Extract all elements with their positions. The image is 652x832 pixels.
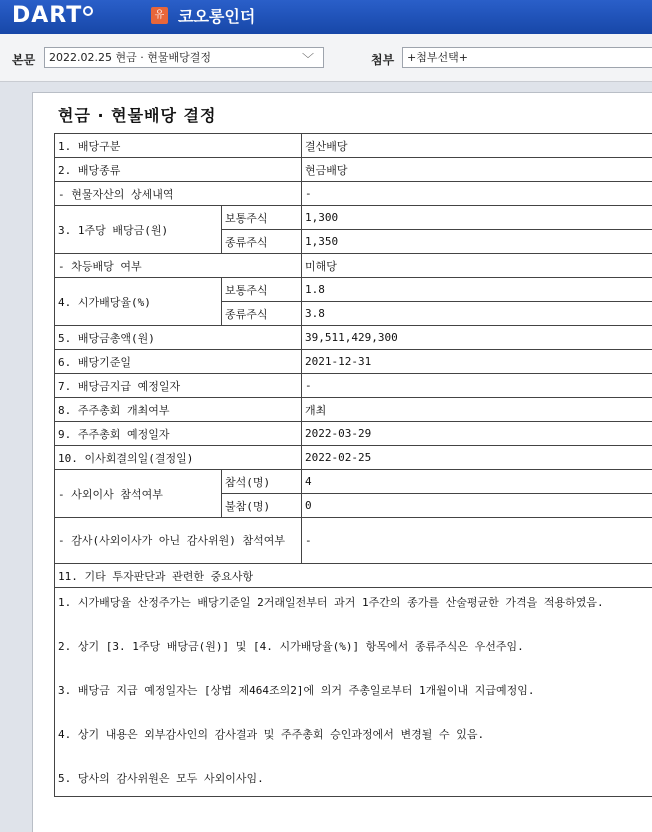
table-row — [55, 182, 652, 206]
row-value: 결산배당 — [302, 134, 652, 158]
table-row — [55, 254, 652, 278]
table-row — [55, 446, 652, 470]
note-item: 1. 시가배당율 산정주가는 배당기준일 2거래일전부터 과거 1주간의 종가를 산술평균한 가격을 적용하였음. — [58, 596, 604, 609]
row-value: 현금배당 — [302, 158, 652, 182]
row-label: - 감사(사외이사가 아닌 감사위원) 참석여부 — [55, 518, 302, 564]
row-value: 2022-02-25 — [302, 446, 652, 470]
attachment-select-value: +첨부선택+ — [407, 51, 468, 64]
row-value: 1,300 — [302, 206, 652, 230]
sub-label: 참석(명) — [222, 470, 302, 494]
row-label: 6. 배당기준일 — [55, 350, 302, 374]
row-label: 9. 주주총회 예정일자 — [55, 422, 302, 446]
attachment-select[interactable] — [402, 47, 652, 68]
table-row — [55, 398, 652, 422]
table-row — [55, 278, 652, 302]
row-value: 3.8 — [302, 302, 652, 326]
sub-label: 종류주식 — [222, 302, 302, 326]
row-value: 39,511,429,300 — [302, 326, 652, 350]
top-header — [0, 0, 652, 34]
row-label: 10. 이사회결의일(결정일) — [55, 446, 302, 470]
table-row — [55, 206, 652, 230]
row-label: - 현물자산의 상세내역 — [55, 182, 302, 206]
row-label: 5. 배당금총액(원) — [55, 326, 302, 350]
row-value: - — [302, 182, 652, 206]
table-row — [55, 564, 652, 588]
row-value: 4 — [302, 470, 652, 494]
sub-label: 보통주식 — [222, 278, 302, 302]
row-value: - — [302, 518, 652, 564]
main-doc-label: 본문 — [12, 53, 36, 67]
note-item: 5. 당사의 감사위원은 모두 사외이사임. — [58, 772, 264, 785]
main-doc-select[interactable] — [44, 47, 324, 68]
table-row — [55, 134, 652, 158]
row-value: 2021-12-31 — [302, 350, 652, 374]
document-selector-bar — [0, 34, 652, 82]
row-value: - — [302, 374, 652, 398]
sub-label: 종류주식 — [222, 230, 302, 254]
table-row — [55, 350, 652, 374]
row-label: 4. 시가배당율(%) — [55, 278, 222, 326]
table-row — [55, 326, 652, 350]
row-label: 7. 배당금지급 예정일자 — [55, 374, 302, 398]
row-label: 3. 1주당 배당금(원) — [55, 206, 222, 254]
note-item: 4. 상기 내용은 외부감사인의 감사결과 및 주주총회 승인과정에서 변경될 수 있음. — [58, 728, 485, 741]
row-value: 개최 — [302, 398, 652, 422]
section-heading: 11. 기타 투자판단과 관련한 중요사항 — [55, 564, 652, 588]
document-title: 현금 · 현물배당 결정 — [58, 106, 217, 125]
dart-logo[interactable]: DART — [12, 3, 93, 28]
chevron-down-icon: ﹀ — [301, 52, 314, 66]
row-label: - 사외이사 참석여부 — [55, 470, 222, 518]
logo-circle-icon — [83, 6, 93, 16]
note-item: 3. 배당금 지급 예정일자는 [상법 제464조의2]에 의거 주총일로부터 1개월이내 지급예정임. — [58, 684, 535, 697]
row-value: 미해당 — [302, 254, 652, 278]
row-label: 1. 배당구분 — [55, 134, 302, 158]
main-doc-select-value: 2022.02.25 현금 · 현물배당결정 — [49, 51, 211, 64]
table-row — [55, 588, 652, 797]
table-row — [55, 470, 652, 494]
row-label: 8. 주주총회 개최여부 — [55, 398, 302, 422]
document-viewer[interactable] — [32, 92, 652, 832]
table-row — [55, 518, 652, 564]
company-name[interactable]: 코오롱인더 — [178, 7, 256, 26]
row-label: - 차등배당 여부 — [55, 254, 302, 278]
row-value: 1,350 — [302, 230, 652, 254]
dividend-table — [54, 133, 652, 797]
sub-label: 불참(명) — [222, 494, 302, 518]
table-row — [55, 158, 652, 182]
row-label: 2. 배당종류 — [55, 158, 302, 182]
row-value: 2022-03-29 — [302, 422, 652, 446]
sub-label: 보통주식 — [222, 206, 302, 230]
notes-cell — [55, 588, 652, 797]
table-row — [55, 374, 652, 398]
row-value: 0 — [302, 494, 652, 518]
table-row — [55, 422, 652, 446]
row-value: 1.8 — [302, 278, 652, 302]
note-item: 2. 상기 [3. 1주당 배당금(원)] 및 [4. 시가배당율(%)] 항목에서 종류주식은 우선주임. — [58, 640, 524, 653]
attachment-label: 첨부 — [371, 53, 395, 67]
market-badge: 유 — [151, 7, 168, 24]
